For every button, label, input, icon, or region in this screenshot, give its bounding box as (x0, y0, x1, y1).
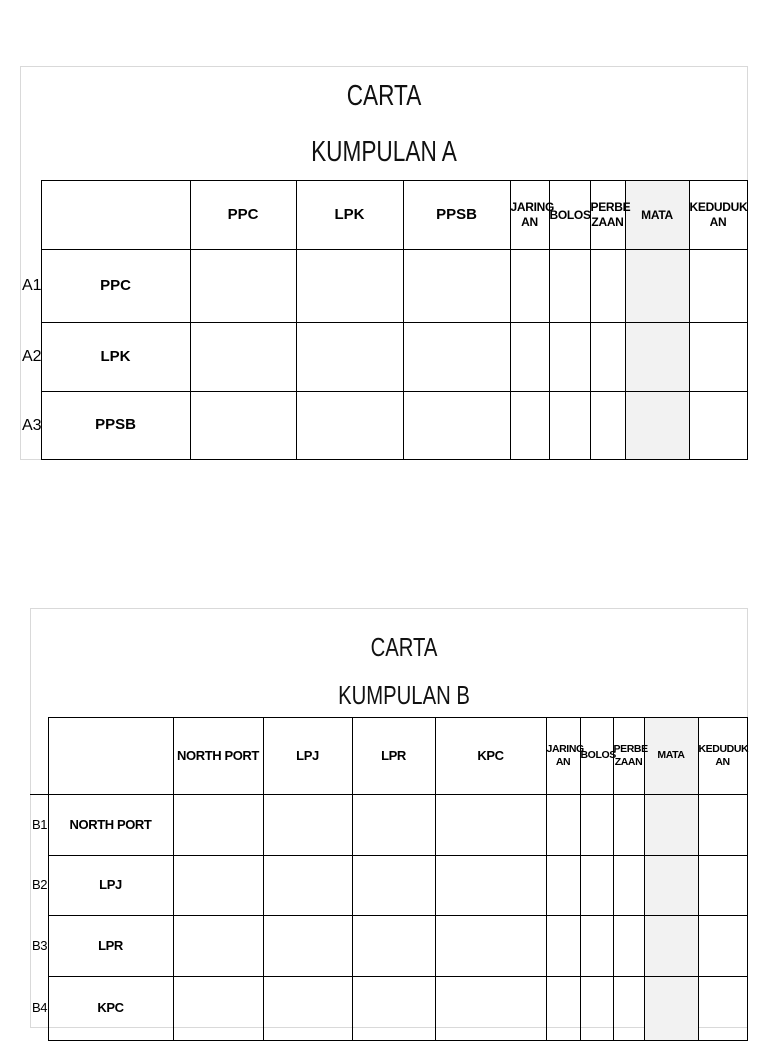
cell (263, 977, 352, 1041)
cell (352, 795, 435, 856)
cell (580, 795, 613, 856)
cell (580, 916, 613, 977)
cell (613, 916, 644, 977)
header-corner (30, 718, 48, 795)
cell (549, 323, 590, 392)
header-perbezaan (613, 718, 648, 795)
group-a-header-row (20, 181, 747, 250)
group-a-row-a1 (20, 250, 747, 323)
cell (689, 250, 747, 323)
header-kedudukan (689, 181, 747, 250)
header-kedudukan-l2: AN (709, 215, 727, 229)
header-mata: MATA (625, 181, 689, 250)
cell (546, 856, 580, 916)
header-team-lpr: LPR (352, 718, 435, 795)
cell (435, 916, 546, 977)
row-team: LPJ (48, 856, 173, 916)
cell (510, 323, 549, 392)
header-perbezaan-l2: ZAAN (591, 215, 624, 229)
row-team: PPC (41, 250, 190, 323)
row-team: KPC (48, 977, 173, 1041)
header-bolos: BOLOS (549, 181, 590, 250)
header-jaringan (546, 718, 584, 795)
cell (546, 977, 580, 1041)
row-code: B3 (30, 916, 48, 977)
cell (546, 795, 580, 856)
cell (590, 392, 625, 460)
cell (403, 392, 510, 460)
cell (190, 323, 296, 392)
header-perbezaan-l1: PERBE (613, 742, 648, 755)
header-jaringan-l1: JARING (510, 200, 555, 214)
cell (689, 323, 747, 392)
header-team-ppc: PPC (190, 181, 296, 250)
cell (698, 795, 747, 856)
header-blank (48, 718, 173, 795)
cell (435, 856, 546, 916)
cell (352, 856, 435, 916)
row-code: B1 (30, 795, 48, 856)
cell (546, 916, 580, 977)
cell (263, 856, 352, 916)
cell-mata (644, 977, 698, 1041)
row-code: B2 (30, 856, 48, 916)
cell-mata (644, 916, 698, 977)
group-b-row-b2 (30, 856, 747, 916)
group-b-title-line1: CARTA (370, 632, 438, 662)
header-kedudukan-l1: KEDUDUK (698, 742, 749, 755)
cell-mata (625, 250, 689, 323)
row-code: B4 (30, 977, 48, 1041)
header-kedudukan-l2: AN (715, 756, 730, 768)
header-team-lpj: LPJ (263, 718, 352, 795)
group-a-row-a3 (20, 392, 747, 460)
cell (698, 977, 747, 1041)
cell (403, 323, 510, 392)
group-b-table (30, 717, 748, 1041)
cell (173, 856, 263, 916)
cell (263, 916, 352, 977)
cell (296, 323, 403, 392)
cell (263, 795, 352, 856)
cell (698, 856, 747, 916)
header-mata: MATA (644, 718, 698, 795)
cell (173, 795, 263, 856)
row-code: A2 (20, 323, 41, 392)
cell (549, 250, 590, 323)
row-team: NORTH PORT (48, 795, 173, 856)
header-perbezaan (590, 181, 631, 250)
header-team-ppsb: PPSB (403, 181, 510, 250)
cell (352, 916, 435, 977)
cell (698, 916, 747, 977)
group-a-title-line1: CARTA (346, 80, 422, 112)
group-a-table (20, 180, 748, 460)
header-bolos: BOLOS (580, 718, 613, 795)
group-b-title-line2: KUMPULAN B (338, 680, 470, 710)
cell (549, 392, 590, 460)
header-jaringan-l1: JARING (546, 742, 584, 755)
header-perbezaan-l1: PERBE (590, 200, 631, 214)
header-kedudukan-l1: KEDUDUK (689, 200, 748, 214)
cell (190, 250, 296, 323)
cell (613, 795, 644, 856)
header-kedudukan (698, 718, 747, 795)
row-code: A3 (20, 392, 41, 460)
cell (613, 977, 644, 1041)
row-team: LPK (41, 323, 190, 392)
cell (510, 392, 549, 460)
row-team: LPR (48, 916, 173, 977)
cell (689, 392, 747, 460)
cell-mata (625, 323, 689, 392)
cell (590, 250, 625, 323)
cell (173, 977, 263, 1041)
cell-mata (644, 856, 698, 916)
cell-mata (644, 795, 698, 856)
cell (352, 977, 435, 1041)
cell (403, 250, 510, 323)
header-jaringan-l2: AN (521, 215, 538, 229)
cell (435, 795, 546, 856)
cell (435, 977, 546, 1041)
cell (580, 977, 613, 1041)
header-team-north-port: NORTH PORT (173, 718, 263, 795)
header-jaringan-l2: AN (555, 756, 571, 768)
group-b-row-b4 (30, 977, 747, 1041)
header-perbezaan-l2: ZAAN (614, 756, 643, 768)
cell (173, 916, 263, 977)
group-b-header-row (30, 718, 747, 795)
header-team-lpk: LPK (296, 181, 403, 250)
header-blank (41, 181, 190, 250)
cell-mata (625, 392, 689, 460)
group-b-row-b1 (30, 795, 747, 856)
group-b-row-b3 (30, 916, 747, 977)
group-a-row-a2 (20, 323, 747, 392)
header-jaringan (510, 181, 555, 250)
cell (590, 323, 625, 392)
header-team-kpc: KPC (435, 718, 546, 795)
group-a-title-line2: KUMPULAN A (311, 136, 457, 168)
cell (296, 250, 403, 323)
row-team: PPSB (41, 392, 190, 460)
row-code: A1 (20, 250, 41, 323)
cell (510, 250, 549, 323)
cell (580, 856, 613, 916)
cell (190, 392, 296, 460)
cell (613, 856, 644, 916)
header-corner (20, 181, 41, 250)
cell (296, 392, 403, 460)
